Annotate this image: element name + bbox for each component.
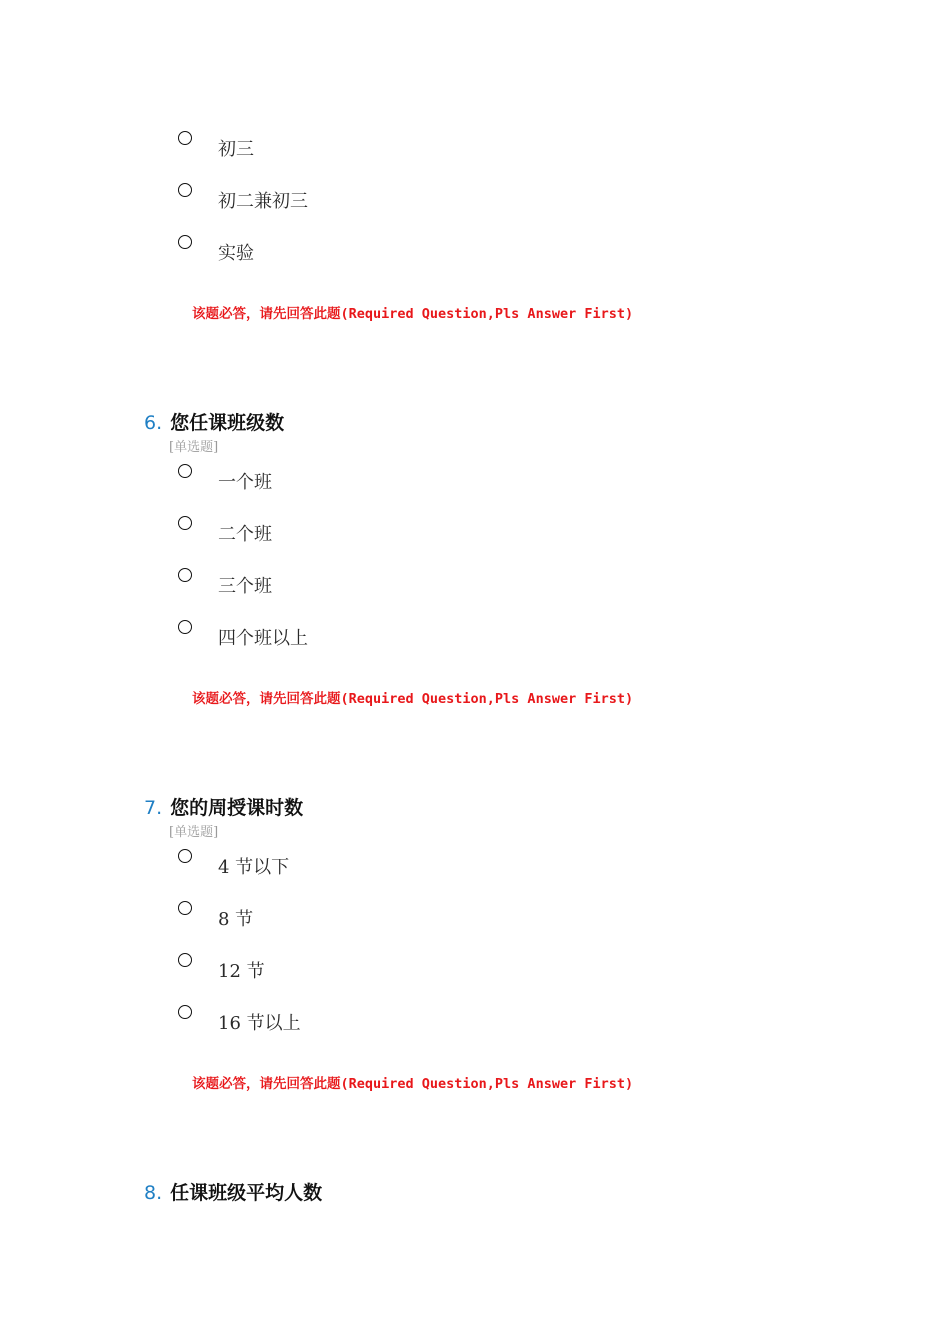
q5-option-label: 实验: [218, 243, 254, 264]
q5-option-2[interactable]: [178, 183, 578, 223]
q6-option-label: 四个班以上: [218, 628, 308, 649]
q5-option-label: 初二兼初三: [218, 191, 308, 212]
q5-required-warning: 该题必答，请先回答此题(Required Question,Pls Answer First): [192, 306, 634, 322]
q7-option-2[interactable]: [178, 901, 578, 941]
q7-option-label: 4 节以下: [218, 857, 290, 878]
radio-button[interactable]: [178, 516, 192, 530]
q6-option-1[interactable]: [178, 464, 578, 504]
q6-option-3[interactable]: [178, 568, 578, 608]
q7-option-label: 8 节: [218, 909, 254, 930]
q7-required-warning: 该题必答，请先回答此题(Required Question,Pls Answer First): [192, 1076, 634, 1092]
radio-button[interactable]: [178, 183, 192, 197]
q6-option-4[interactable]: [178, 620, 578, 660]
q8-title-text: 任课班级平均人数: [170, 1182, 323, 1204]
q6-option-label: 三个班: [218, 576, 272, 597]
q7-option-1[interactable]: [178, 849, 578, 889]
q7-option-3[interactable]: [178, 953, 578, 993]
radio-button[interactable]: [178, 131, 192, 145]
radio-button[interactable]: [178, 1005, 192, 1019]
radio-button[interactable]: [178, 235, 192, 249]
q5-option-1[interactable]: [178, 131, 578, 171]
q7-option-4[interactable]: [178, 1005, 578, 1045]
q6-option-2[interactable]: [178, 516, 578, 556]
q7-type-hint: [单选题]: [169, 825, 219, 840]
q7-option-label: 12 节: [218, 961, 265, 982]
q6-option-label: 二个班: [218, 524, 272, 545]
q8-title: [144, 1178, 322, 1205]
radio-button[interactable]: [178, 620, 192, 634]
radio-button[interactable]: [178, 464, 192, 478]
q6-required-warning: 该题必答，请先回答此题(Required Question,Pls Answer First): [192, 691, 634, 707]
q5-option-3[interactable]: [178, 235, 578, 275]
q6-type-hint: [单选题]: [169, 440, 219, 455]
q7-title-text: 您的周授课时数: [170, 797, 304, 819]
radio-button[interactable]: [178, 953, 192, 967]
radio-button[interactable]: [178, 568, 192, 582]
q7-number: 7.: [144, 797, 163, 819]
q6-number: 6.: [144, 412, 163, 434]
q5-option-label: 初三: [218, 139, 254, 160]
q6-option-label: 一个班: [218, 472, 272, 493]
q6-title: [144, 408, 284, 435]
q6-title-text: 您任课班级数: [170, 412, 285, 434]
q7-option-label: 16 节以上: [218, 1013, 301, 1034]
q7-title: [144, 793, 303, 820]
radio-button[interactable]: [178, 901, 192, 915]
q8-number: 8.: [144, 1182, 163, 1204]
radio-button[interactable]: [178, 849, 192, 863]
